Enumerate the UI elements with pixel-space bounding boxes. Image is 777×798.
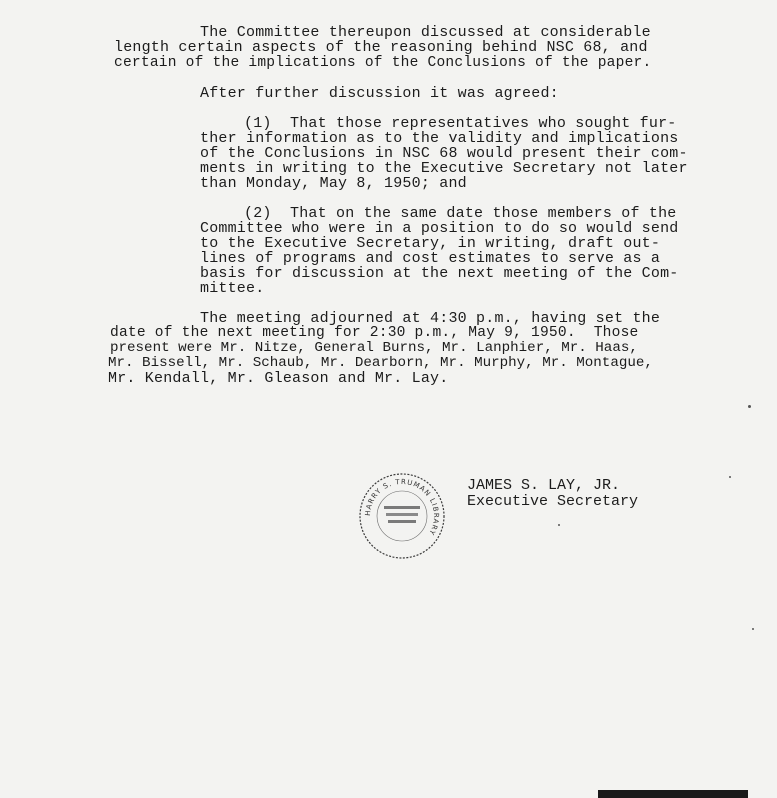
- para3-line: Mr. Kendall, Mr. Gleason and Mr. Lay.: [108, 370, 449, 387]
- signature-title: Executive Secretary: [467, 493, 639, 510]
- para1-line: length certain aspects of the reasoning behind NSC 68, and: [114, 39, 648, 56]
- item1-line: ments in writing to the Executive Secretary not later: [200, 160, 688, 177]
- archive-stamp: [356, 470, 448, 562]
- item1-line: than Monday, May 8, 1950; and: [200, 175, 467, 192]
- item2-line: Committee who were in a position to do so would send: [200, 220, 679, 237]
- item1-line: of the Conclusions in NSC 68 would present their com-: [200, 145, 688, 162]
- item2-line: to the Executive Secretary, in writing, draft out-: [200, 235, 661, 252]
- scan-speck: [748, 405, 751, 408]
- item2-line: mittee.: [200, 280, 265, 297]
- para1-line: certain of the implications of the Conclusions of the paper.: [114, 55, 652, 71]
- item2-line: (2) That on the same date those members of the: [244, 205, 677, 222]
- scan-speck: [752, 628, 754, 630]
- scan-speck: [729, 476, 731, 478]
- stamp-ring-text: HARRY S. TRUMAN LIBRARY: [363, 477, 441, 537]
- para3-line: Mr. Bissell, Mr. Schaub, Mr. Dearborn, Mr. Murphy, Mr. Montague,: [108, 355, 653, 371]
- scan-edge-bar: [598, 790, 748, 798]
- item2-line: lines of programs and cost estimates to serve as a: [200, 250, 661, 267]
- scan-speck: [558, 524, 560, 526]
- para3-line: The meeting adjourned at 4:30 p.m., having set the: [200, 310, 661, 327]
- para1-line: The Committee thereupon discussed at considerable: [200, 24, 651, 41]
- item1-line: (1) That those representatives who sought fur-: [244, 115, 677, 132]
- item1-line: ther information as to the validity and implications: [200, 130, 679, 147]
- para3-line: date of the next meeting for 2:30 p.m., May 9, 1950. Those: [110, 325, 639, 341]
- para3-line: present were Mr. Nitze, General Burns, Mr. Lanphier, Mr. Haas,: [110, 340, 638, 356]
- para2-line: After further discussion it was agreed:: [200, 85, 559, 102]
- signature-name: JAMES S. LAY, JR.: [467, 477, 621, 494]
- item2-line: basis for discussion at the next meeting of the Com-: [200, 265, 679, 282]
